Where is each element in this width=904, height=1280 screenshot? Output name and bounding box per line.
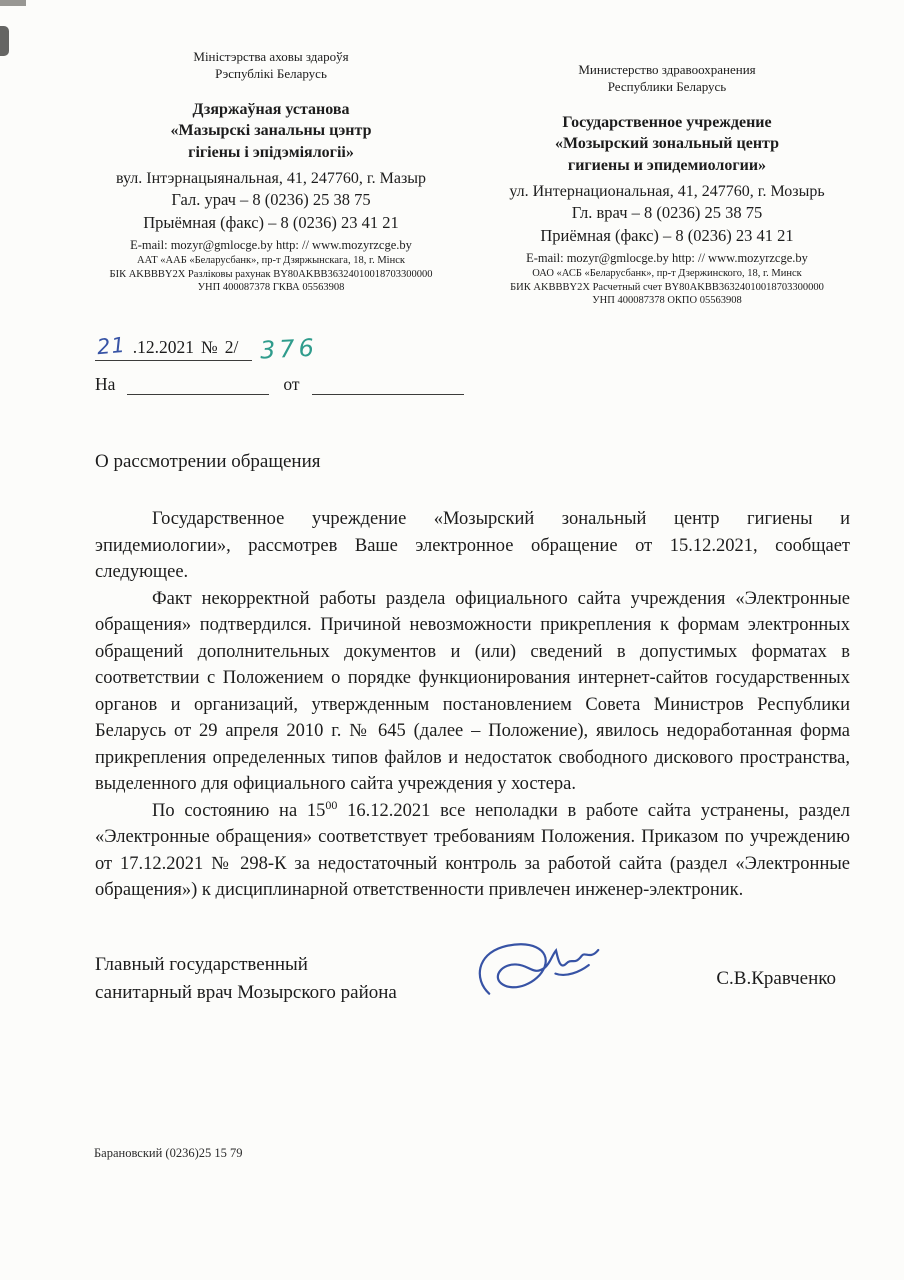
signatory-name: С.В.Кравченко <box>716 967 836 989</box>
account-by: БІК AKBBBY2X Разліковы рахунак BY80AKBB36324010018703300000 <box>109 268 433 280</box>
address-ru: ул. Интернациональная, 41, 247760, г. Мозырь <box>509 182 825 200</box>
incoming-number-blank <box>127 375 269 395</box>
ministry-line1-by: Міністэрства аховы здароўя <box>193 49 349 64</box>
fax-phone-by: Прыёмная (факс) – 8 (0236) 23 41 21 <box>143 213 399 232</box>
bank-ru: ОАО «АСБ «Беларусбанк», пр-т Дзержинского, 18, г. Минск <box>532 267 802 279</box>
date-number-segment <box>95 334 252 361</box>
signature-block <box>95 948 850 1010</box>
p3-before-time: По состоянию на 15 <box>152 800 326 821</box>
ministry-line1-ru: Министерство здравоохранения <box>578 62 756 77</box>
email-web-by: E-mail: mozyr@gmlocge.by http: // www.mozyrzcge.by <box>130 237 412 252</box>
ids-ru: УНП 400087378 ОКПО 05563908 <box>592 295 742 307</box>
ot-label: от <box>283 374 300 395</box>
incoming-reference-line <box>95 374 904 395</box>
scan-artifact <box>0 26 9 56</box>
executor-contact: Барановский (0236)25 15 79 <box>94 1146 243 1160</box>
letterhead-russian <box>472 48 862 308</box>
ministry-line2-ru: Республики Беларусь <box>607 79 727 95</box>
signatory-title <box>95 951 397 1007</box>
fax-phone-ru: Приёмная (факс) – 8 (0236) 23 41 21 <box>540 226 794 245</box>
typed-date: .12.2021 <box>132 337 194 358</box>
subject-line: О рассмотрении обращения <box>95 451 321 473</box>
letterhead-belarusian <box>70 48 472 308</box>
letterhead <box>0 0 904 308</box>
org-name-by-line1: Дзяржаўная установа <box>192 101 350 119</box>
org-name-ru-line2: «Мозырский зональный центр <box>554 135 780 153</box>
superscript-time: 00 <box>325 797 338 812</box>
na-label: На <box>95 374 116 395</box>
body-paragraph-3 <box>95 798 850 904</box>
bank-by: ААТ «ААБ «Беларусбанк», пр-т Дзяржынскага, 18, г. Мінск <box>137 254 405 266</box>
email-web-ru: E-mail: mozyr@gmlocge.by http: // www.mozyrzcge.by <box>526 250 808 265</box>
ministry-name-ru <box>472 61 862 95</box>
org-name-ru-line3: гигиены и эпидемиологии» <box>567 156 767 174</box>
signatory-title-line2: санитарный врач Мозырского района <box>95 981 397 1003</box>
handwritten-day: 21 <box>96 333 127 360</box>
handwritten-signature <box>463 922 621 1017</box>
typed-number-prefix: 2/ <box>224 337 239 358</box>
ministry-name-by <box>70 48 472 82</box>
outgoing-number-line <box>95 333 904 365</box>
org-name-by-line2: «Мазырскі занальны цэнтр <box>170 122 372 140</box>
body-paragraph-2: Факт некорректной работы раздела официального сайта учреждения «Электронные обращения» подтвердился. Причиной невозможности прикрепления к формам электронных обращений дополнительных документов и (или) сведений в допустимых форматах в соответствии с Положением о порядке функционирования интернет-сайтов государственных органов и организаций, утвержденным постановлением Совета Министров Республики Беларусь от 29 апреля 2010 г. № 645 (далее – Положение), явилось недоработанная форма прикрепления определенных типов файлов и недостаток свободного дискового пространства, выделенного для официального сайта учреждения у хостера. <box>95 588 850 795</box>
org-name-by-line3: гігіены і эпідэміялогіі» <box>188 143 354 161</box>
incoming-date-blank <box>312 375 464 395</box>
ministry-line2-by: Рэспублікі Беларусь <box>215 66 327 82</box>
account-ru: БИК AKBBBY2X Расчетный счет BY80AKBB36324010018703300000 <box>510 281 824 293</box>
signatory-title-line1: Главный государственный <box>95 953 308 975</box>
org-name-ru-line1: Государственное учреждение <box>562 114 772 132</box>
scan-artifact-top <box>0 0 26 6</box>
ids-by: УНП 400087378 ГКВА 05563908 <box>197 282 345 294</box>
body-paragraph-1: Государственное учреждение «Мозырский зональный центр гигиены и эпидемиологии», рассмотрев Ваше электронное обращение от 15.12.2021, сообщает следующее. <box>95 509 850 583</box>
reference-block <box>95 334 904 395</box>
number-sign: № <box>200 337 218 358</box>
address-by: вул. Інтэрнацыянальная, 41, 247760, г. Мазыр <box>115 169 427 187</box>
head-doctor-phone-ru: Гл. врач – 8 (0236) 25 38 75 <box>571 203 763 223</box>
letter-body <box>95 506 850 904</box>
p3-after-time: 16.12.2021 все неполадки в работе сайта устранены, раздел «Электронные обращения» соответствует требованиям Положения. Приказом по учреждению от 17.12.2021 № 298-К за недостаточный контроль за работой сайта (раздел «Электронные обращения») к дисциплинарной ответственности привлечен инженер-электроник. <box>95 800 850 901</box>
handwritten-number: 376 <box>259 333 319 365</box>
head-doctor-phone-by: Гал. урач – 8 (0236) 25 38 75 <box>171 190 371 210</box>
